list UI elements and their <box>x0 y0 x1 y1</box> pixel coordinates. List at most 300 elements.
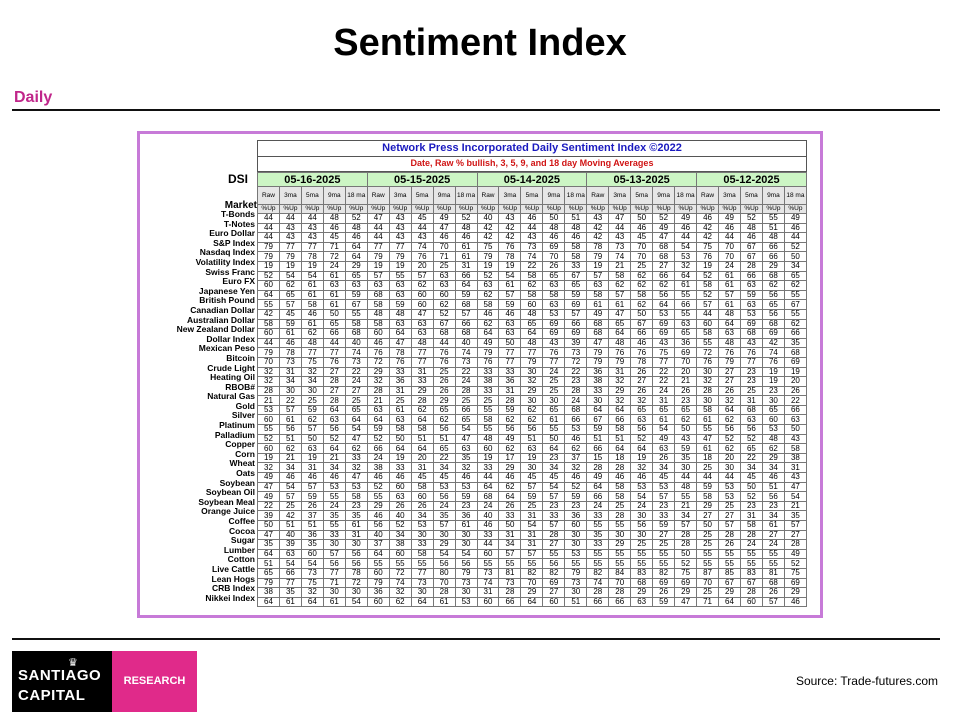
value-cell: 25 <box>433 367 455 377</box>
value-cell: 64 <box>301 597 323 607</box>
value-cell: 23 <box>762 501 784 511</box>
table-row <box>258 396 807 406</box>
value-cell: 33 <box>411 377 433 387</box>
value-cell: 55 <box>477 425 499 435</box>
value-cell: 82 <box>521 568 543 578</box>
table-row <box>258 319 807 329</box>
value-cell: 79 <box>258 348 280 358</box>
value-cell: 46 <box>719 223 741 233</box>
value-cell: 66 <box>565 319 587 329</box>
unit-cell: %Up <box>477 205 499 214</box>
table-row <box>258 214 807 224</box>
value-cell: 36 <box>389 377 411 387</box>
market-name: Euro FX <box>222 276 255 287</box>
value-cell: 78 <box>587 242 609 252</box>
value-cell: 73 <box>279 357 301 367</box>
average-header: 5ma <box>411 187 433 205</box>
value-cell: 56 <box>499 425 521 435</box>
value-cell: 62 <box>499 482 521 492</box>
value-cell: 34 <box>389 530 411 540</box>
table-row <box>258 463 807 473</box>
value-cell: 79 <box>609 357 631 367</box>
value-cell: 75 <box>477 242 499 252</box>
value-cell: 60 <box>477 444 499 454</box>
value-cell: 26 <box>653 453 675 463</box>
value-cell: 47 <box>609 214 631 224</box>
value-cell: 61 <box>301 290 323 300</box>
value-cell: 79 <box>587 252 609 262</box>
value-cell: 64 <box>389 329 411 339</box>
table-row <box>258 242 807 252</box>
value-cell: 62 <box>499 415 521 425</box>
value-cell: 32 <box>521 377 543 387</box>
value-cell: 33 <box>477 530 499 540</box>
value-cell: 30 <box>455 588 477 598</box>
value-cell: 79 <box>367 252 389 262</box>
value-cell: 52 <box>675 559 697 569</box>
value-cell: 25 <box>433 261 455 271</box>
value-cell: 65 <box>433 444 455 454</box>
value-cell: 52 <box>740 214 762 224</box>
value-cell: 29 <box>433 396 455 406</box>
value-cell: 79 <box>258 252 280 262</box>
value-cell: 24 <box>587 501 609 511</box>
value-cell: 49 <box>587 473 609 483</box>
value-cell: 63 <box>631 415 653 425</box>
value-cell: 65 <box>675 405 697 415</box>
value-cell: 24 <box>543 367 565 377</box>
section-label: Daily <box>14 89 53 106</box>
value-cell: 64 <box>477 482 499 492</box>
value-cell: 61 <box>279 329 301 339</box>
value-cell: 60 <box>258 329 280 339</box>
market-name: Japanese Yen <box>198 285 255 296</box>
value-cell: 61 <box>301 319 323 329</box>
sheet-subheading: Date, Raw % bullish, 3, 5, 9, and 18 day Moving Averages <box>257 157 807 172</box>
table-row <box>258 568 807 578</box>
value-cell: 56 <box>323 425 345 435</box>
value-cell: 64 <box>258 549 280 559</box>
value-cell: 69 <box>653 319 675 329</box>
value-cell: 51 <box>301 521 323 531</box>
value-cell: 44 <box>367 233 389 243</box>
value-cell: 58 <box>411 425 433 435</box>
table-row <box>258 597 807 607</box>
unit-cell: %Up <box>719 205 741 214</box>
value-cell: 74 <box>609 252 631 262</box>
value-cell: 66 <box>784 405 806 415</box>
value-cell: 24 <box>323 501 345 511</box>
market-name: Silver <box>231 410 255 421</box>
value-cell: 55 <box>697 549 719 559</box>
value-cell: 75 <box>653 348 675 358</box>
value-cell: 51 <box>609 434 631 444</box>
value-cell: 40 <box>345 338 367 348</box>
value-cell: 18 <box>697 453 719 463</box>
value-cell: 74 <box>587 578 609 588</box>
value-cell: 65 <box>609 319 631 329</box>
value-cell: 73 <box>521 242 543 252</box>
value-cell: 19 <box>301 261 323 271</box>
value-cell: 76 <box>697 357 719 367</box>
value-cell: 26 <box>675 386 697 396</box>
value-cell: 77 <box>279 242 301 252</box>
value-cell: 61 <box>762 521 784 531</box>
value-cell: 27 <box>323 386 345 396</box>
value-cell: 47 <box>389 338 411 348</box>
value-cell: 67 <box>784 300 806 310</box>
date-header: 05-16-2025 <box>258 173 368 187</box>
value-cell: 53 <box>543 309 565 319</box>
value-cell: 36 <box>675 338 697 348</box>
table-row <box>258 425 807 435</box>
value-cell: 69 <box>653 578 675 588</box>
value-cell: 28 <box>587 463 609 473</box>
value-cell: 73 <box>301 568 323 578</box>
value-cell: 42 <box>477 223 499 233</box>
value-cell: 61 <box>455 242 477 252</box>
value-cell: 53 <box>675 252 697 262</box>
value-cell: 45 <box>411 473 433 483</box>
value-cell: 31 <box>477 588 499 598</box>
value-cell: 64 <box>477 329 499 339</box>
value-cell: 79 <box>258 578 280 588</box>
value-cell: 70 <box>543 252 565 262</box>
value-cell: 57 <box>609 290 631 300</box>
value-cell: 19 <box>301 453 323 463</box>
value-cell: 64 <box>521 329 543 339</box>
value-cell: 30 <box>697 396 719 406</box>
value-cell: 63 <box>543 300 565 310</box>
value-cell: 57 <box>499 549 521 559</box>
value-cell: 17 <box>499 453 521 463</box>
value-cell: 57 <box>411 271 433 281</box>
source-note: Source: Trade-futures.com <box>795 674 938 688</box>
value-cell: 57 <box>675 521 697 531</box>
value-cell: 28 <box>455 386 477 396</box>
market-name: Wheat <box>229 458 255 469</box>
unit-cell: %Up <box>609 205 631 214</box>
value-cell: 58 <box>609 425 631 435</box>
value-cell: 44 <box>301 214 323 224</box>
value-cell: 19 <box>389 261 411 271</box>
value-cell: 25 <box>301 396 323 406</box>
value-cell: 55 <box>587 521 609 531</box>
value-cell: 68 <box>740 405 762 415</box>
value-cell: 69 <box>565 300 587 310</box>
value-cell: 56 <box>345 559 367 569</box>
value-cell: 66 <box>455 271 477 281</box>
value-cell: 32 <box>609 396 631 406</box>
value-cell: 53 <box>411 521 433 531</box>
value-cell: 42 <box>587 223 609 233</box>
value-cell: 64 <box>609 405 631 415</box>
value-cell: 61 <box>389 405 411 415</box>
value-cell: 57 <box>587 271 609 281</box>
value-cell: 34 <box>411 511 433 521</box>
value-cell: 46 <box>631 473 653 483</box>
value-cell: 77 <box>411 357 433 367</box>
value-cell: 55 <box>323 492 345 502</box>
value-cell: 48 <box>521 338 543 348</box>
value-cell: 79 <box>587 357 609 367</box>
value-cell: 42 <box>697 223 719 233</box>
value-cell: 46 <box>499 473 521 483</box>
value-cell: 29 <box>697 501 719 511</box>
value-cell: 55 <box>740 559 762 569</box>
value-cell: 52 <box>653 214 675 224</box>
value-cell: 73 <box>565 578 587 588</box>
table-row <box>258 309 807 319</box>
value-cell: 33 <box>323 530 345 540</box>
value-cell: 53 <box>631 482 653 492</box>
value-cell: 56 <box>762 290 784 300</box>
value-cell: 23 <box>455 501 477 511</box>
value-cell: 19 <box>697 261 719 271</box>
table-row <box>258 281 807 291</box>
value-cell: 42 <box>279 511 301 521</box>
value-cell: 29 <box>631 588 653 598</box>
value-cell: 74 <box>411 242 433 252</box>
value-cell: 40 <box>477 214 499 224</box>
value-cell: 77 <box>301 348 323 358</box>
value-cell: 76 <box>433 348 455 358</box>
value-cell: 43 <box>740 338 762 348</box>
market-label: Market <box>224 200 257 211</box>
unit-cell: %Up <box>301 205 323 214</box>
value-cell: 70 <box>719 242 741 252</box>
value-cell: 32 <box>631 463 653 473</box>
value-cell: 48 <box>345 223 367 233</box>
value-cell: 28 <box>411 396 433 406</box>
value-cell: 59 <box>455 492 477 502</box>
value-cell: 79 <box>389 252 411 262</box>
value-cell: 40 <box>389 511 411 521</box>
value-cell: 70 <box>631 252 653 262</box>
value-cell: 27 <box>653 261 675 271</box>
value-cell: 26 <box>301 501 323 511</box>
value-cell: 64 <box>631 444 653 454</box>
value-cell: 67 <box>631 319 653 329</box>
value-cell: 76 <box>411 252 433 262</box>
value-cell: 52 <box>565 482 587 492</box>
value-cell: 76 <box>433 357 455 367</box>
value-cell: 33 <box>587 386 609 396</box>
value-cell: 59 <box>389 300 411 310</box>
value-cell: 59 <box>565 290 587 300</box>
value-cell: 77 <box>323 568 345 578</box>
value-cell: 64 <box>653 300 675 310</box>
unit-cell: %Up <box>675 205 697 214</box>
value-cell: 78 <box>389 348 411 358</box>
value-cell: 32 <box>609 377 631 387</box>
value-cell: 28 <box>609 463 631 473</box>
value-cell: 58 <box>367 319 389 329</box>
value-cell: 61 <box>653 415 675 425</box>
value-cell: 48 <box>323 214 345 224</box>
value-cell: 26 <box>433 386 455 396</box>
value-cell: 42 <box>477 233 499 243</box>
value-cell: 19 <box>477 261 499 271</box>
value-cell: 47 <box>258 530 280 540</box>
value-cell: 55 <box>345 309 367 319</box>
value-cell: 65 <box>345 271 367 281</box>
value-cell: 28 <box>675 530 697 540</box>
value-cell: 57 <box>279 492 301 502</box>
value-cell: 31 <box>521 530 543 540</box>
value-cell: 73 <box>477 568 499 578</box>
value-cell: 28 <box>543 530 565 540</box>
value-cell: 27 <box>543 540 565 550</box>
value-cell: 49 <box>653 434 675 444</box>
value-cell: 35 <box>301 540 323 550</box>
value-cell: 67 <box>587 415 609 425</box>
value-cell: 63 <box>345 281 367 291</box>
value-cell: 46 <box>389 473 411 483</box>
value-cell: 64 <box>455 281 477 291</box>
value-cell: 76 <box>762 357 784 367</box>
table-row <box>258 252 807 262</box>
value-cell: 73 <box>455 578 477 588</box>
value-cell: 55 <box>258 425 280 435</box>
value-cell: 77 <box>279 578 301 588</box>
value-cell: 35 <box>587 530 609 540</box>
value-cell: 34 <box>543 463 565 473</box>
value-cell: 24 <box>653 386 675 396</box>
value-cell: 55 <box>653 559 675 569</box>
average-header: 3ma <box>499 187 521 205</box>
value-cell: 40 <box>367 530 389 540</box>
value-cell: 68 <box>587 319 609 329</box>
value-cell: 71 <box>433 252 455 262</box>
value-cell: 70 <box>258 357 280 367</box>
value-cell: 38 <box>784 453 806 463</box>
value-cell: 21 <box>323 453 345 463</box>
average-header: 18 ma <box>675 187 697 205</box>
value-cell: 77 <box>301 242 323 252</box>
value-cell: 46 <box>631 338 653 348</box>
value-cell: 26 <box>719 386 741 396</box>
value-cell: 19 <box>587 261 609 271</box>
value-cell: 25 <box>543 386 565 396</box>
value-cell: 19 <box>499 261 521 271</box>
table-row <box>258 338 807 348</box>
market-name: Bitcoin <box>226 352 255 363</box>
value-cell: 74 <box>477 578 499 588</box>
value-cell: 69 <box>543 578 565 588</box>
table-row <box>258 329 807 339</box>
value-cell: 65 <box>631 405 653 415</box>
value-cell: 44 <box>477 540 499 550</box>
value-cell: 39 <box>258 511 280 521</box>
value-cell: 65 <box>762 300 784 310</box>
value-cell: 20 <box>675 367 697 377</box>
value-cell: 25 <box>389 396 411 406</box>
table-row <box>258 290 807 300</box>
value-cell: 68 <box>653 252 675 262</box>
value-cell: 50 <box>740 482 762 492</box>
value-cell: 61 <box>543 415 565 425</box>
value-cell: 44 <box>784 233 806 243</box>
value-cell: 29 <box>367 501 389 511</box>
value-cell: 78 <box>345 568 367 578</box>
value-cell: 49 <box>653 223 675 233</box>
value-cell: 48 <box>762 233 784 243</box>
value-cell: 59 <box>367 425 389 435</box>
value-cell: 47 <box>455 434 477 444</box>
value-cell: 34 <box>784 261 806 271</box>
value-cell: 25 <box>631 261 653 271</box>
value-cell: 64 <box>389 444 411 454</box>
market-name: Cocoa <box>229 525 255 536</box>
value-cell: 53 <box>455 482 477 492</box>
value-cell: 63 <box>499 319 521 329</box>
value-cell: 61 <box>499 281 521 291</box>
value-cell: 45 <box>543 473 565 483</box>
value-cell: 68 <box>565 405 587 415</box>
value-cell: 79 <box>587 348 609 358</box>
value-cell: 55 <box>653 549 675 559</box>
value-cell: 63 <box>521 444 543 454</box>
page-title: Sentiment Index <box>333 22 627 64</box>
value-cell: 19 <box>279 261 301 271</box>
value-cell: 65 <box>279 290 301 300</box>
value-cell: 54 <box>631 492 653 502</box>
value-cell: 50 <box>301 434 323 444</box>
value-cell: 64 <box>345 415 367 425</box>
value-cell: 60 <box>477 597 499 607</box>
average-header: Raw <box>587 187 609 205</box>
market-name: New Zealand Dollar <box>176 324 255 335</box>
value-cell: 25 <box>697 540 719 550</box>
value-cell: 43 <box>653 338 675 348</box>
value-cell: 58 <box>345 319 367 329</box>
value-cell: 35 <box>345 511 367 521</box>
value-cell: 31 <box>521 511 543 521</box>
sentiment-table <box>257 172 807 607</box>
value-cell: 76 <box>499 242 521 252</box>
value-cell: 46 <box>499 309 521 319</box>
value-cell: 26 <box>433 377 455 387</box>
value-cell: 25 <box>697 530 719 540</box>
value-cell: 45 <box>653 473 675 483</box>
value-cell: 30 <box>565 588 587 598</box>
value-cell: 28 <box>675 540 697 550</box>
value-cell: 66 <box>455 405 477 415</box>
value-cell: 79 <box>719 357 741 367</box>
value-cell: 65 <box>543 405 565 415</box>
value-cell: 66 <box>499 597 521 607</box>
value-cell: 48 <box>762 434 784 444</box>
value-cell: 58 <box>477 415 499 425</box>
average-header: 3ma <box>609 187 631 205</box>
value-cell: 51 <box>587 434 609 444</box>
value-cell: 78 <box>279 348 301 358</box>
value-cell: 58 <box>697 329 719 339</box>
value-cell: 61 <box>719 300 741 310</box>
value-cell: 72 <box>389 568 411 578</box>
value-cell: 46 <box>279 338 301 348</box>
value-cell: 79 <box>279 252 301 262</box>
value-cell: 69 <box>565 329 587 339</box>
value-cell: 55 <box>543 549 565 559</box>
value-cell: 82 <box>653 568 675 578</box>
value-cell: 48 <box>521 309 543 319</box>
value-cell: 26 <box>653 588 675 598</box>
market-name: T-Bonds <box>221 209 255 219</box>
value-cell: 31 <box>653 396 675 406</box>
value-cell: 54 <box>521 521 543 531</box>
